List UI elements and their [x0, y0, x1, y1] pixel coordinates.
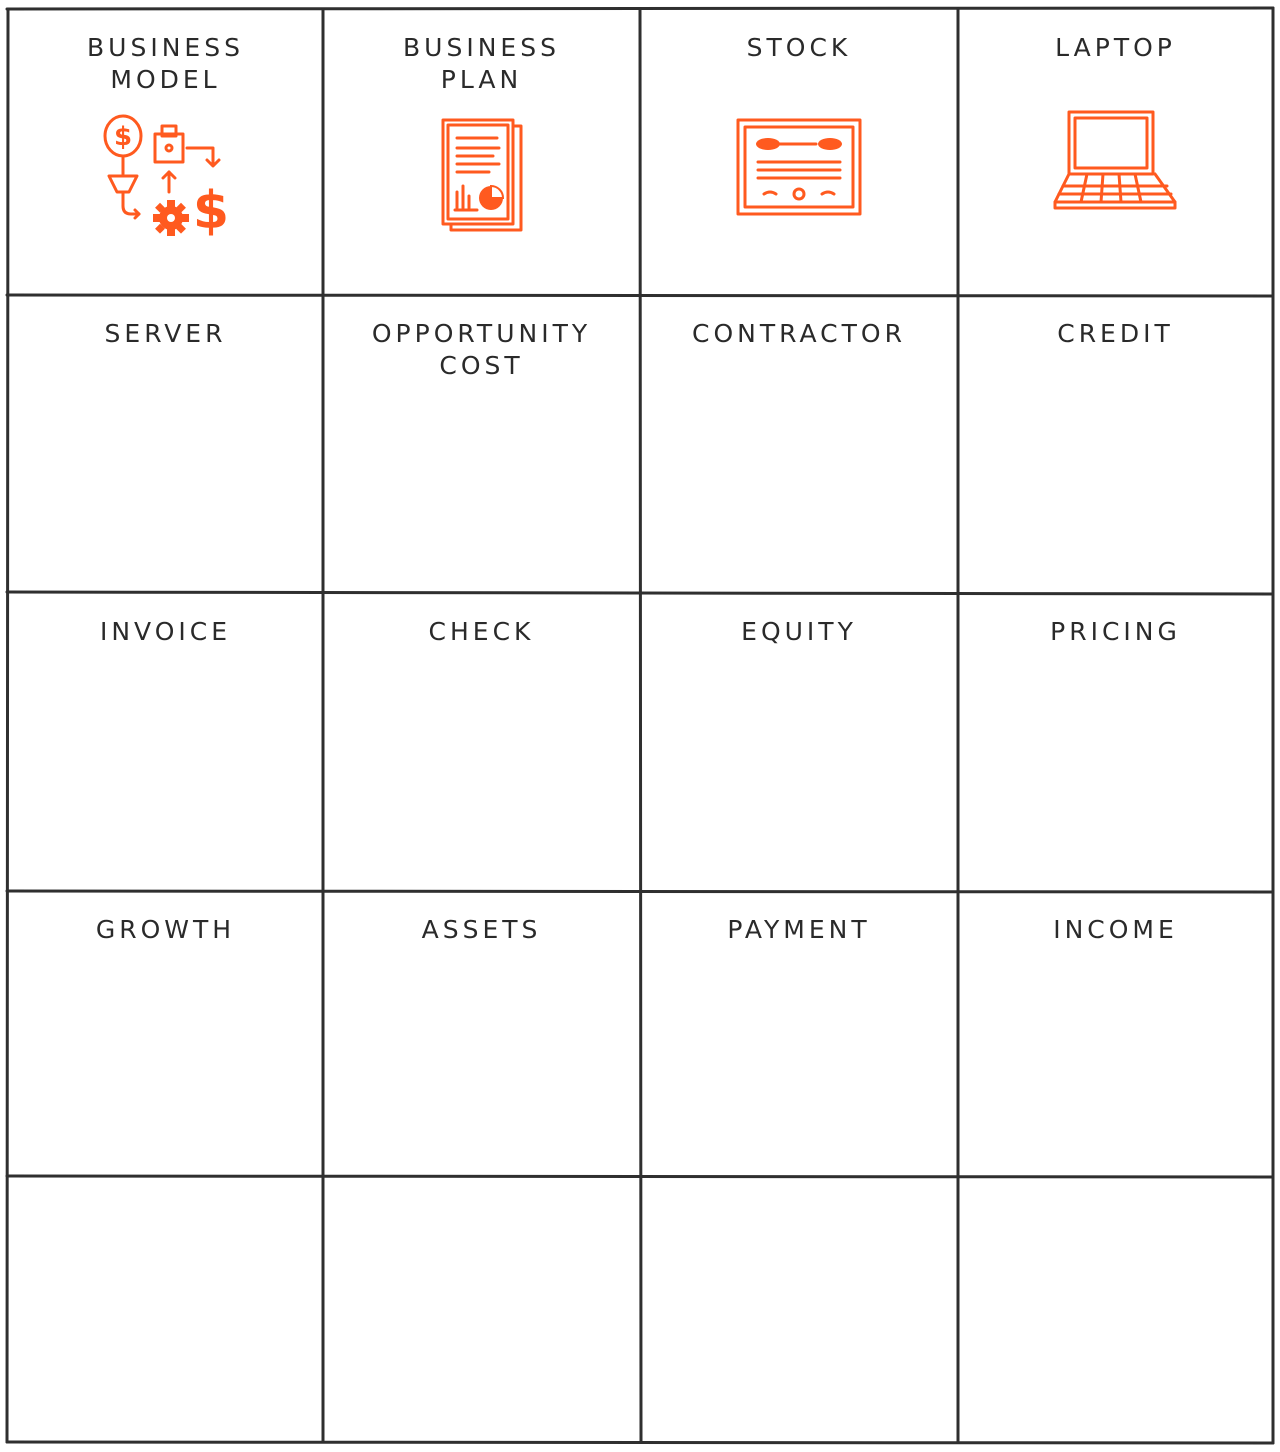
cell-contractor	[640, 296, 958, 593]
cell-growth	[8, 892, 323, 1176]
cell-label: INCOME	[1053, 915, 1178, 944]
cell-equity	[640, 594, 958, 891]
cell-label: PRICING	[1050, 617, 1181, 646]
laptop-icon	[1051, 108, 1181, 214]
cell-blank	[640, 1177, 958, 1442]
cell-opportunity-cost	[323, 296, 640, 593]
cell-payment	[640, 892, 958, 1176]
cell-business-model	[8, 10, 323, 295]
cell-label: OPPORTUNITY COST	[371, 319, 592, 380]
cell-label: EQUITY	[741, 617, 857, 646]
cell-assets	[323, 892, 640, 1176]
cell-label: INVOICE	[99, 617, 232, 646]
cell-credit	[958, 296, 1273, 593]
cell-stock	[640, 10, 958, 295]
cell-blank	[323, 1177, 640, 1442]
cell-blank	[8, 1177, 323, 1442]
cell-check	[323, 594, 640, 891]
cell-income	[958, 892, 1273, 1176]
cell-label: SERVER	[104, 319, 227, 348]
document-chart-icon	[437, 118, 527, 236]
cell-label: BUSINESS MODEL	[87, 33, 244, 94]
cell-label: ASSETS	[421, 915, 542, 944]
cell-blank	[958, 1177, 1273, 1442]
svg-text:$: $	[113, 122, 132, 152]
cell-invoice	[8, 594, 323, 891]
cell-label: GROWTH	[95, 915, 236, 944]
cell-label: CREDIT	[1057, 319, 1174, 348]
cell-business-plan	[323, 10, 640, 295]
cell-laptop	[958, 10, 1273, 295]
cell-label: STOCK	[746, 33, 852, 62]
cell-label: LAPTOP	[1055, 33, 1176, 62]
cell-label: BUSINESS PLAN	[403, 33, 560, 94]
cell-label: CONTRACTOR	[692, 319, 906, 348]
business-model-icon	[101, 114, 231, 238]
cell-server	[8, 296, 323, 593]
svg-text:$: $	[192, 181, 229, 238]
cell-pricing	[958, 594, 1273, 891]
certificate-icon	[734, 116, 864, 218]
cell-label: PAYMENT	[727, 915, 871, 944]
cell-label: CHECK	[428, 617, 535, 646]
